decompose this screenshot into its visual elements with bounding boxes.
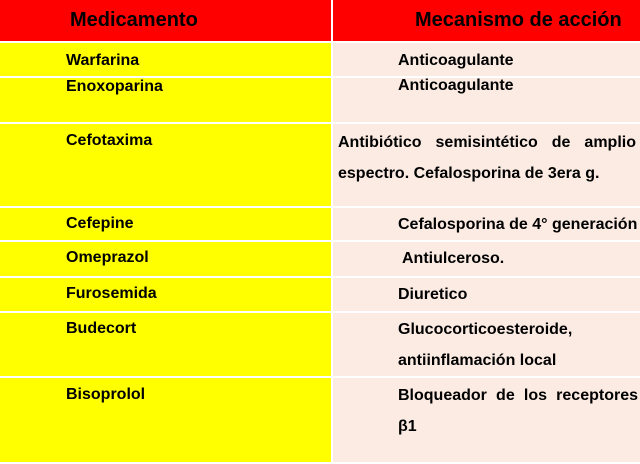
- drug-mechanism: Anticoagulante: [332, 42, 640, 77]
- table-row: [0, 312, 640, 377]
- drug-mechanism: Cefalosporina de 4° generación: [332, 207, 640, 241]
- drug-name: Bisoprolol: [0, 377, 332, 463]
- table-row: [0, 77, 640, 123]
- drug-mechanism: Bloqueador de los receptores β1: [332, 377, 640, 463]
- table-row: [0, 277, 640, 312]
- table-row: [0, 123, 640, 207]
- drug-name: Omeprazol: [0, 241, 332, 277]
- drug-mechanism: [332, 77, 640, 123]
- table-row: [0, 241, 640, 277]
- header-medicamento: Medicamento: [0, 0, 332, 42]
- table-header-row: [0, 0, 640, 42]
- table-row: [0, 377, 640, 463]
- drug-mechanism-text: Anticoagulante: [398, 77, 514, 94]
- drug-mechanism: Antiulceroso.: [332, 241, 640, 277]
- drug-name: Furosemida: [0, 277, 332, 312]
- drug-mechanism: Diuretico: [332, 277, 640, 312]
- drug-name: Cefepine: [0, 207, 332, 241]
- drug-name: Budecort: [0, 312, 332, 377]
- table-row: [0, 207, 640, 241]
- drug-name: Enoxoparina: [0, 77, 332, 123]
- header-mecanismo: Mecanismo de acción: [332, 0, 640, 42]
- drug-name: Cefotaxima: [0, 123, 332, 207]
- drug-mechanism: Glucocorticoesteroide, antiinflamación local: [332, 312, 640, 377]
- drug-name: Warfarina: [0, 42, 332, 77]
- drug-mechanism: Antibiótico semisintético de amplio espectro. Cefalosporina de 3era g.: [332, 123, 640, 207]
